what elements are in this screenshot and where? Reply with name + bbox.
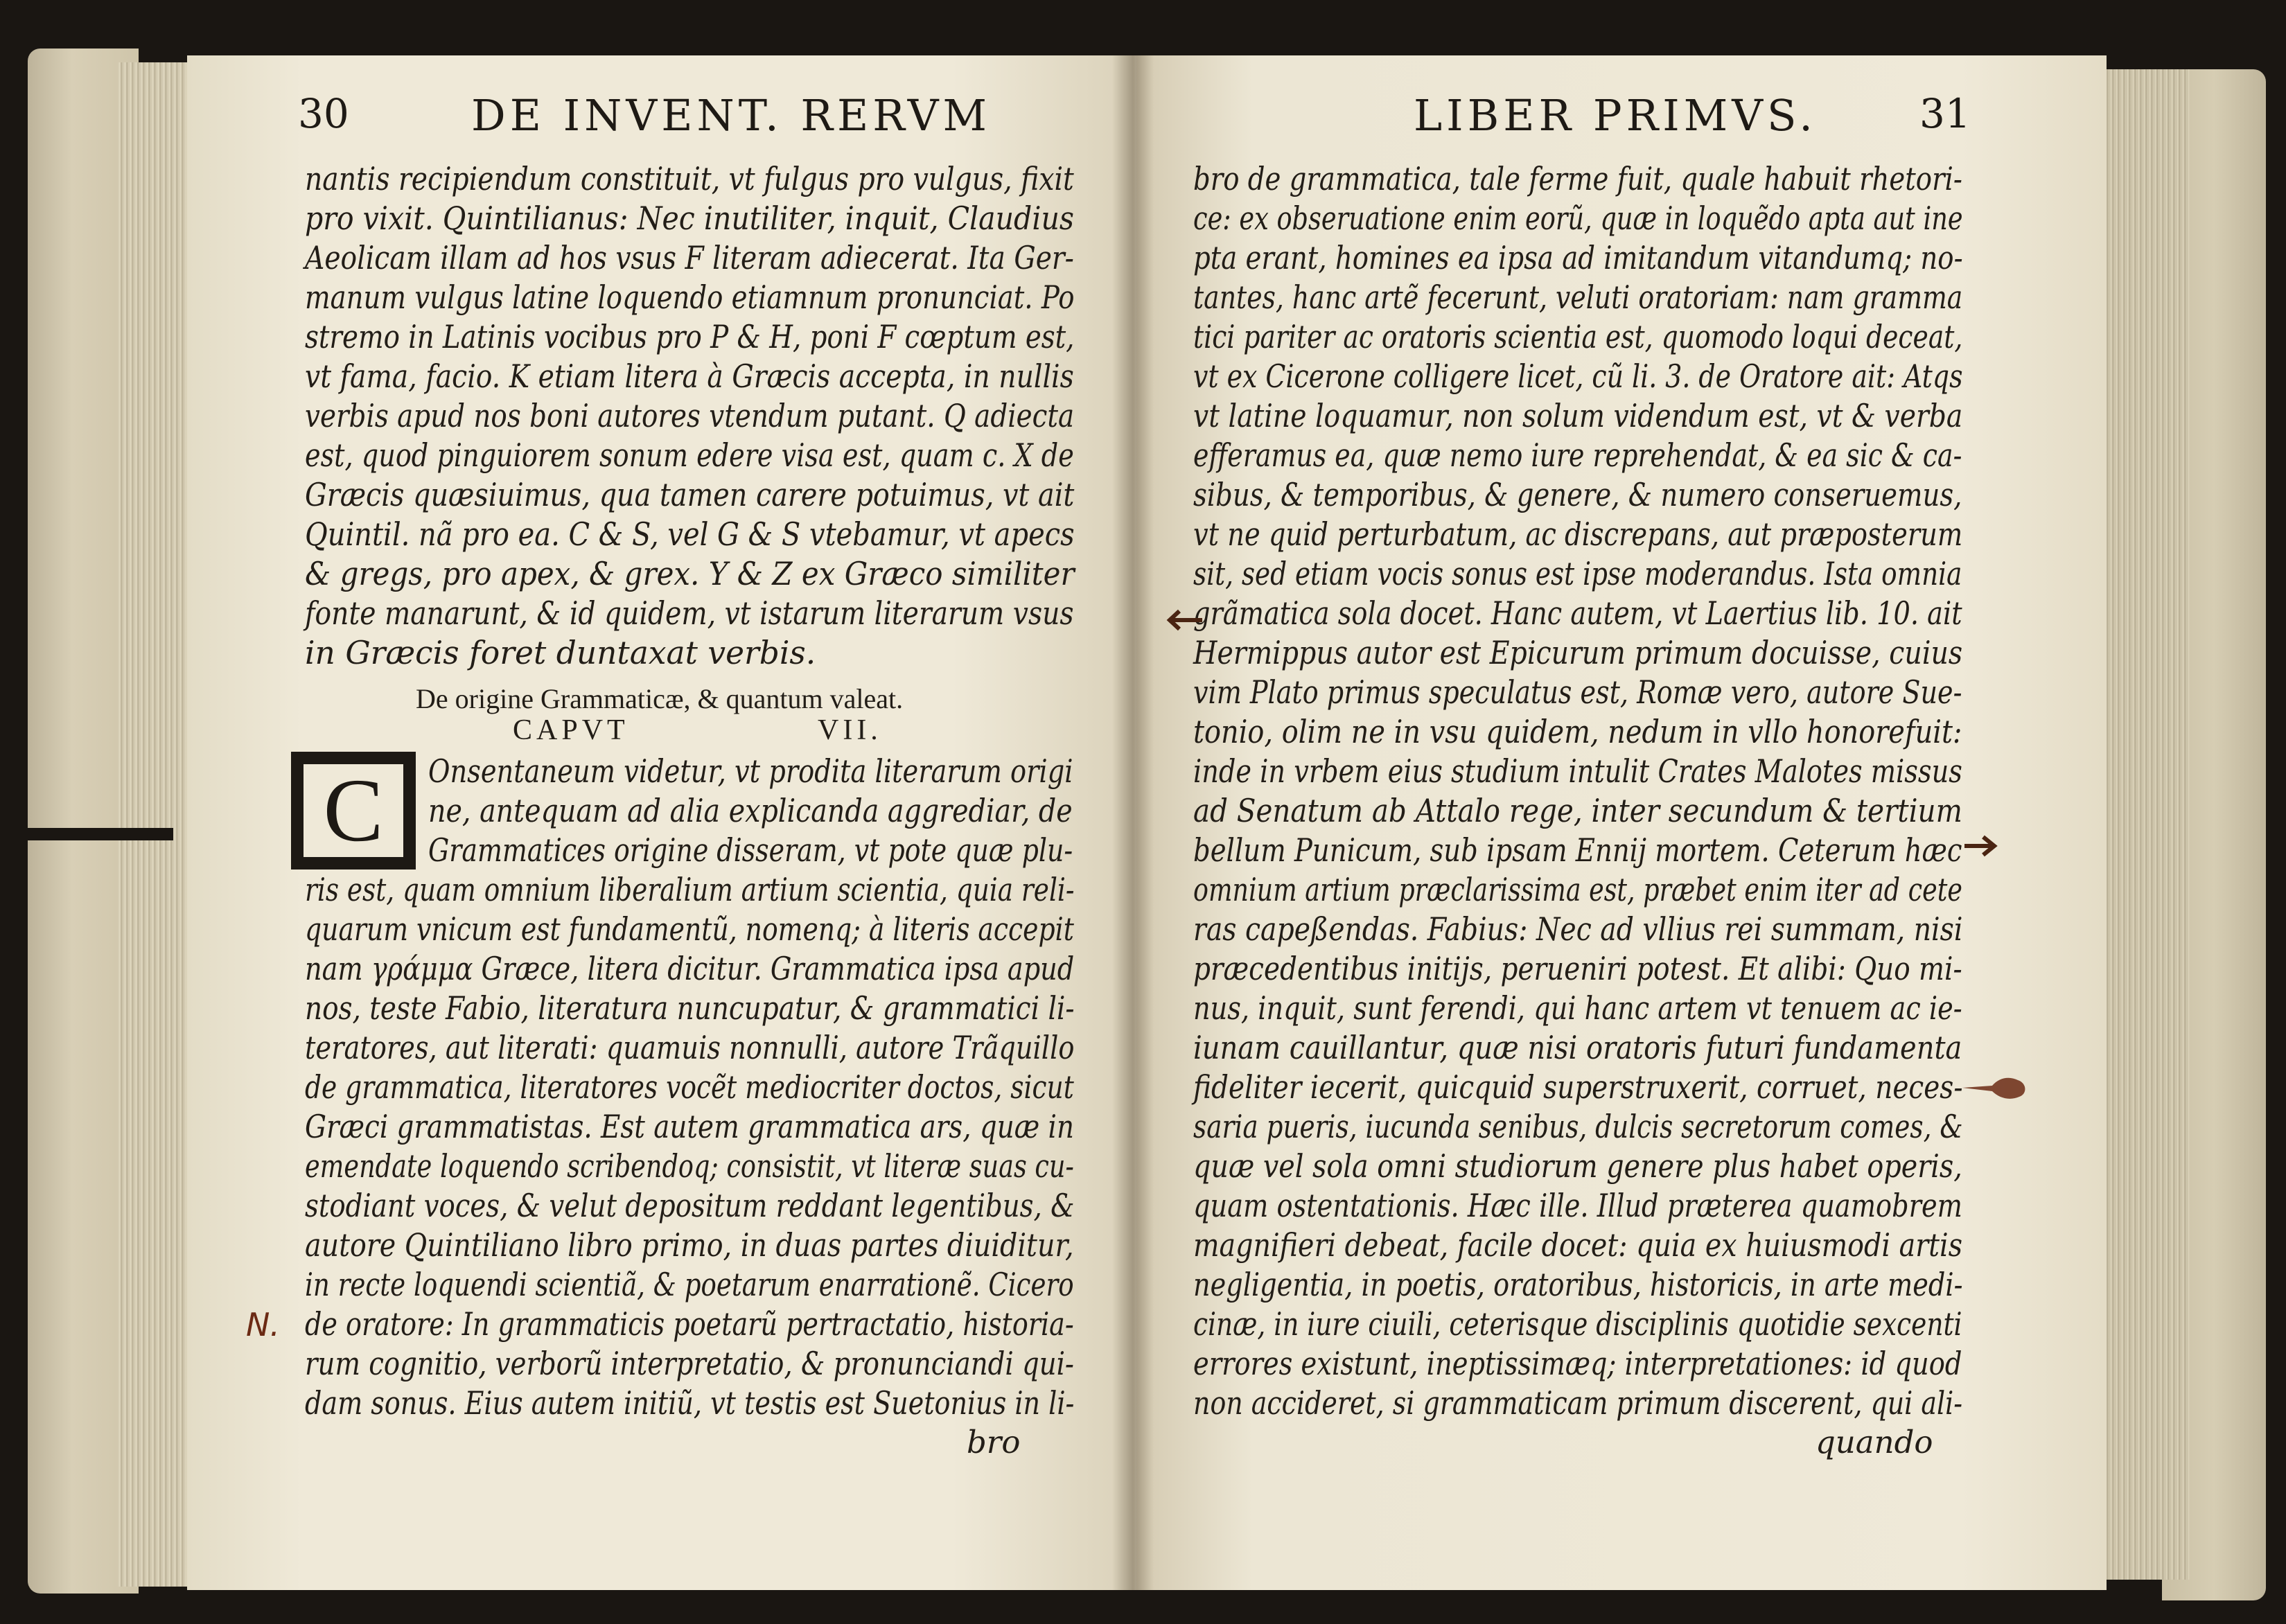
left-body-bottom	[305, 870, 1260, 1423]
chapter-title: De origine Grammaticæ, & quantum valeat.	[416, 683, 904, 714]
left-page-number: 30	[298, 90, 349, 137]
right-running-head: LIBER PRIMVS.	[1414, 90, 1817, 141]
text-line: pro vixit. Quintilianus: Nec inutiliter, inquit, Claudius	[305, 200, 1074, 237]
text-line: sibus, & temporibus, & genere, & numero conseruemus,	[1193, 477, 1962, 513]
text-line: Græci grammatistas. Est autem grammatica ars, quæ in	[305, 1109, 1074, 1145]
text-line: Grammatices origine disseram, vt pote quæ plu-	[428, 832, 1073, 869]
left-body-top	[305, 159, 1081, 673]
text-line: ne, antequam ad alia explicanda aggrediar, de	[428, 793, 1073, 829]
initial-letter: C	[323, 761, 384, 860]
chapter-caput: CAPVT	[513, 714, 629, 746]
text-line: verbis apud nos boni autores vtendum putant. Q adiecta	[305, 398, 1075, 434]
text-line: quam ostentationis. Hæc ille. Illud præterea quamobrem	[1193, 1188, 1962, 1224]
text-line: manum vulgus latine loquendo etiamnum pronunciat. Po	[305, 279, 1075, 316]
text-line: de oratore: In grammaticis poetarũ pertractatio, historia-	[305, 1306, 1074, 1343]
manicule-mark	[1961, 1070, 2030, 1105]
margin-arrow-mark-2	[1961, 830, 2003, 862]
text-line: sit, sed etiam vocis sonus est ipse moderandus. Ista omnia	[1193, 556, 1962, 592]
text-line: iunam cauillantur, quæ nisi oratoris futuri fundamenta	[1193, 1030, 1962, 1066]
text-line: in Græcis foret duntaxat verbis.	[305, 635, 816, 671]
text-line: saria pueris, iucunda senibus, dulcis secretorum comes, &	[1193, 1109, 1963, 1145]
text-line: ris est, quam omnium liberalium artium scientia, quia reli-	[305, 872, 1075, 908]
text-line: tantes, hanc artẽ fecerunt, veluti oratoriam: nam gramma	[1193, 279, 1963, 316]
text-line: vt fama, facio. K etiam litera à Græcis accepta, in nullis	[305, 358, 1074, 395]
right-catchword: quando	[1815, 1424, 1933, 1460]
text-line: non accideret, si grammaticam primum discerent, qui ali-	[1193, 1385, 1963, 1422]
text-line: teratores, aut literati: quamuis nonnulli, autore Trãquillo	[305, 1030, 1075, 1066]
margin-arrow-mark	[1164, 603, 1206, 637]
text-line: Græcis quæsiuimus, qua tamen carere potuimus, vt ait	[305, 477, 1075, 513]
text-line: vt ne quid perturbatum, ac discrepans, aut præposterum	[1193, 516, 1963, 553]
left-body-initial	[428, 752, 1202, 870]
text-line: fonte manarunt, & id quidem, vt istarum literarum vsus	[305, 595, 1074, 632]
text-line: Quintil. nã pro ea. C & S, vel G & S vtebamur, vt apecs	[305, 516, 1075, 553]
text-line: ce: ex obseruatione enim eorũ, quæ in loquẽdo apta aut ine	[1193, 200, 1963, 237]
margin-note: N.	[246, 1306, 281, 1343]
text-line: vim Plato primus speculatus est, Romæ vero, autore Sue-	[1193, 674, 1962, 711]
text-line: præcedentibus initijs, perueniri potest. Et alibi: Quo mi-	[1193, 951, 1962, 987]
text-line: bellum Punicum, sub ipsam Ennij mortem. Ceterum hæc	[1193, 832, 1962, 869]
text-line: quarum vnicum est fundamentũ, nomenq; à literis accepit	[305, 911, 1074, 948]
text-line: Hermippus autor est Epicurum primum docuisse, cuius	[1193, 635, 1963, 671]
text-line: efferamus ea, quæ nemo iure reprehendat, & ea sic & ca-	[1193, 437, 1962, 474]
text-line: magnifieri debeat, facile docet: quia ex huiusmodi artis	[1193, 1227, 1963, 1264]
text-line: stremo in Latinis vocibus pro P & H, poni F cœptum est,	[305, 319, 1075, 355]
text-line: bro de grammatica, tale ferme fuit, quale habuit rhetori-	[1193, 161, 1962, 197]
text-line: est, quod pinguiorem sonum edere visa est, quam c. X de	[305, 437, 1074, 474]
cover-tear	[0, 828, 173, 840]
text-line: autore Quintiliano libro primo, in duas partes diuiditur,	[305, 1227, 1074, 1264]
text-line: omnium artium præclarissima est, præbet enim iter ad cete	[1193, 872, 1962, 908]
text-line: Onsentaneum videtur, vt prodita literarum origi	[428, 753, 1073, 790]
text-line: inde in vrbem eius studium intulit Crates Malotes missus	[1193, 753, 1962, 790]
text-line: errores existunt, ineptissimæq; interpretationes: id quod	[1193, 1345, 1962, 1382]
text-line: vt ex Cicerone colligere licet, cũ li. 3. de Oratore ait: Atqs	[1193, 358, 1963, 395]
right-body	[1193, 159, 2154, 1423]
right-page-number: 31	[1919, 90, 1971, 137]
text-line: ras capeßendas. Fabius: Nec ad vllius rei summam, nisi	[1193, 911, 1963, 948]
text-line: nos, teste Fabio, literatura nuncupatur, & grammatici li-	[305, 990, 1075, 1027]
text-line: fideliter iecerit, quicquid superstruxerit, corruet, neces-	[1193, 1069, 1963, 1106]
text-line: de grammatica, literatores vocẽt mediocriter doctos, sicut	[305, 1069, 1074, 1106]
left-running-head: DE INVENT. RERVM	[471, 90, 992, 141]
text-line: nam γράμμα Græce, litera dicitur. Grammatica ipsa apud	[305, 951, 1075, 987]
text-line: grãmatica sola docet. Hanc autem, vt Laertius lib. 10. ait	[1193, 595, 1962, 632]
text-line: cinæ, in iure ciuili, ceterisque disciplinis quotidie sexcenti	[1193, 1306, 1962, 1343]
text-line: Aeolicam illam ad hos vsus F literam adiecerat. Ita Ger-	[305, 240, 1074, 276]
text-line: tonio, olim ne in vsu quidem, nedum in vllo honorefuit:	[1193, 714, 1962, 750]
text-line: negligentia, in poetis, oratoribus, historicis, in arte medi-	[1193, 1266, 1963, 1303]
text-line: & gregs, pro apex, & grex. Y & Z ex Græco similiter	[305, 556, 1075, 592]
text-line: dam sonus. Eius autem initiũ, vt testis est Suetonius in li-	[305, 1385, 1075, 1422]
text-line: nus, inquit, sunt ferendi, qui hanc artem vt tenuem ac ie-	[1193, 990, 1962, 1027]
text-line: tici pariter ac oratoris scientia est, quomodo loqui deceat,	[1193, 319, 1963, 355]
chapter-number: VII.	[818, 714, 882, 746]
text-line: vt latine loquamur, non solum videndum est, vt & verba	[1193, 398, 1963, 434]
decorated-initial	[291, 752, 416, 870]
text-line: in recte loquendi scientiã, & poetarum enarrationẽ. Cicero	[305, 1266, 1074, 1303]
text-line: rum cognitio, verborũ interpretatio, & pronunciandi qui-	[305, 1345, 1074, 1382]
text-line: emendate loquendo scribendoq; consistit, vt literæ suas cu-	[305, 1148, 1074, 1185]
text-line: quæ vel sola omni studiorum genere plus habet operis,	[1193, 1148, 1962, 1185]
text-line: ad Senatum ab Attalo rege, inter secundum & tertium	[1193, 793, 1962, 829]
left-catchword: bro	[967, 1424, 1021, 1460]
text-line: pta erant, homines ea ipsa ad imitandum vitandumq; no-	[1193, 240, 1963, 276]
text-line: nantis recipiendum constituit, vt fulgus pro vulgus, fixit	[305, 161, 1074, 197]
text-line: stodiant voces, & velut depositum reddant legentibus, &	[305, 1188, 1075, 1224]
